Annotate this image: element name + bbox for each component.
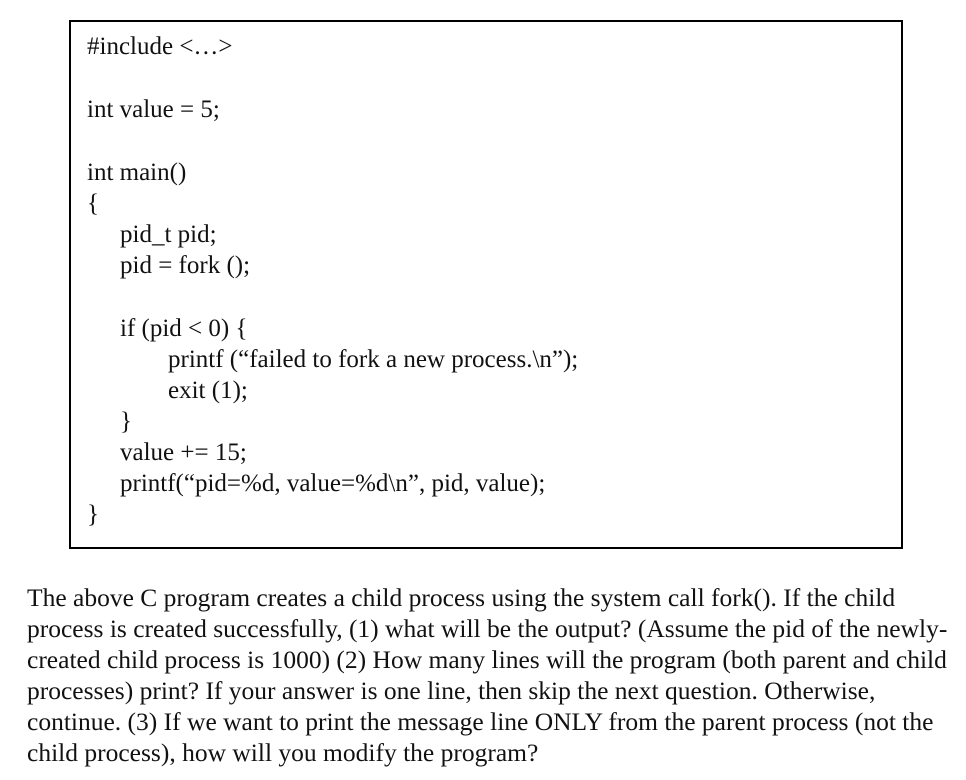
code-line-value-increment: value += 15; bbox=[120, 439, 247, 466]
code-line-if-statement: if (pid < 0) { bbox=[120, 315, 248, 342]
code-line-main-signature: int main() bbox=[87, 159, 187, 186]
code-line-fork-call: pid = fork (); bbox=[120, 252, 251, 279]
code-listing-box bbox=[69, 20, 903, 549]
code-line-global-value: int value = 5; bbox=[87, 96, 220, 123]
code-line-pid-declaration: pid_t pid; bbox=[120, 221, 217, 248]
code-line-close-brace: } bbox=[87, 501, 99, 528]
code-line-result-printf: printf(“pid=%d, value=%d\n”, pid, value); bbox=[120, 470, 546, 497]
code-line-include: #include <…> bbox=[87, 33, 233, 60]
code-line-exit-call: exit (1); bbox=[168, 377, 248, 404]
code-line-if-close-brace: } bbox=[120, 408, 132, 435]
question-paragraph: The above C program creates a child process using the system call fork(). If the child process is created successfully, (1) what will be the output? (Assume the pid of the newly-created child process is 1000) (2) How many lines will the program (both parent and child processes) print? If your answer is one line, then skip the next question. Otherwise, continue. (3) If we want to print the message line ONLY from the parent process (not the child process), how will you modify the program? bbox=[27, 583, 948, 767]
code-line-error-printf: printf (“failed to fork a new process.\n”); bbox=[168, 346, 579, 373]
code-line-open-brace: { bbox=[87, 190, 99, 217]
